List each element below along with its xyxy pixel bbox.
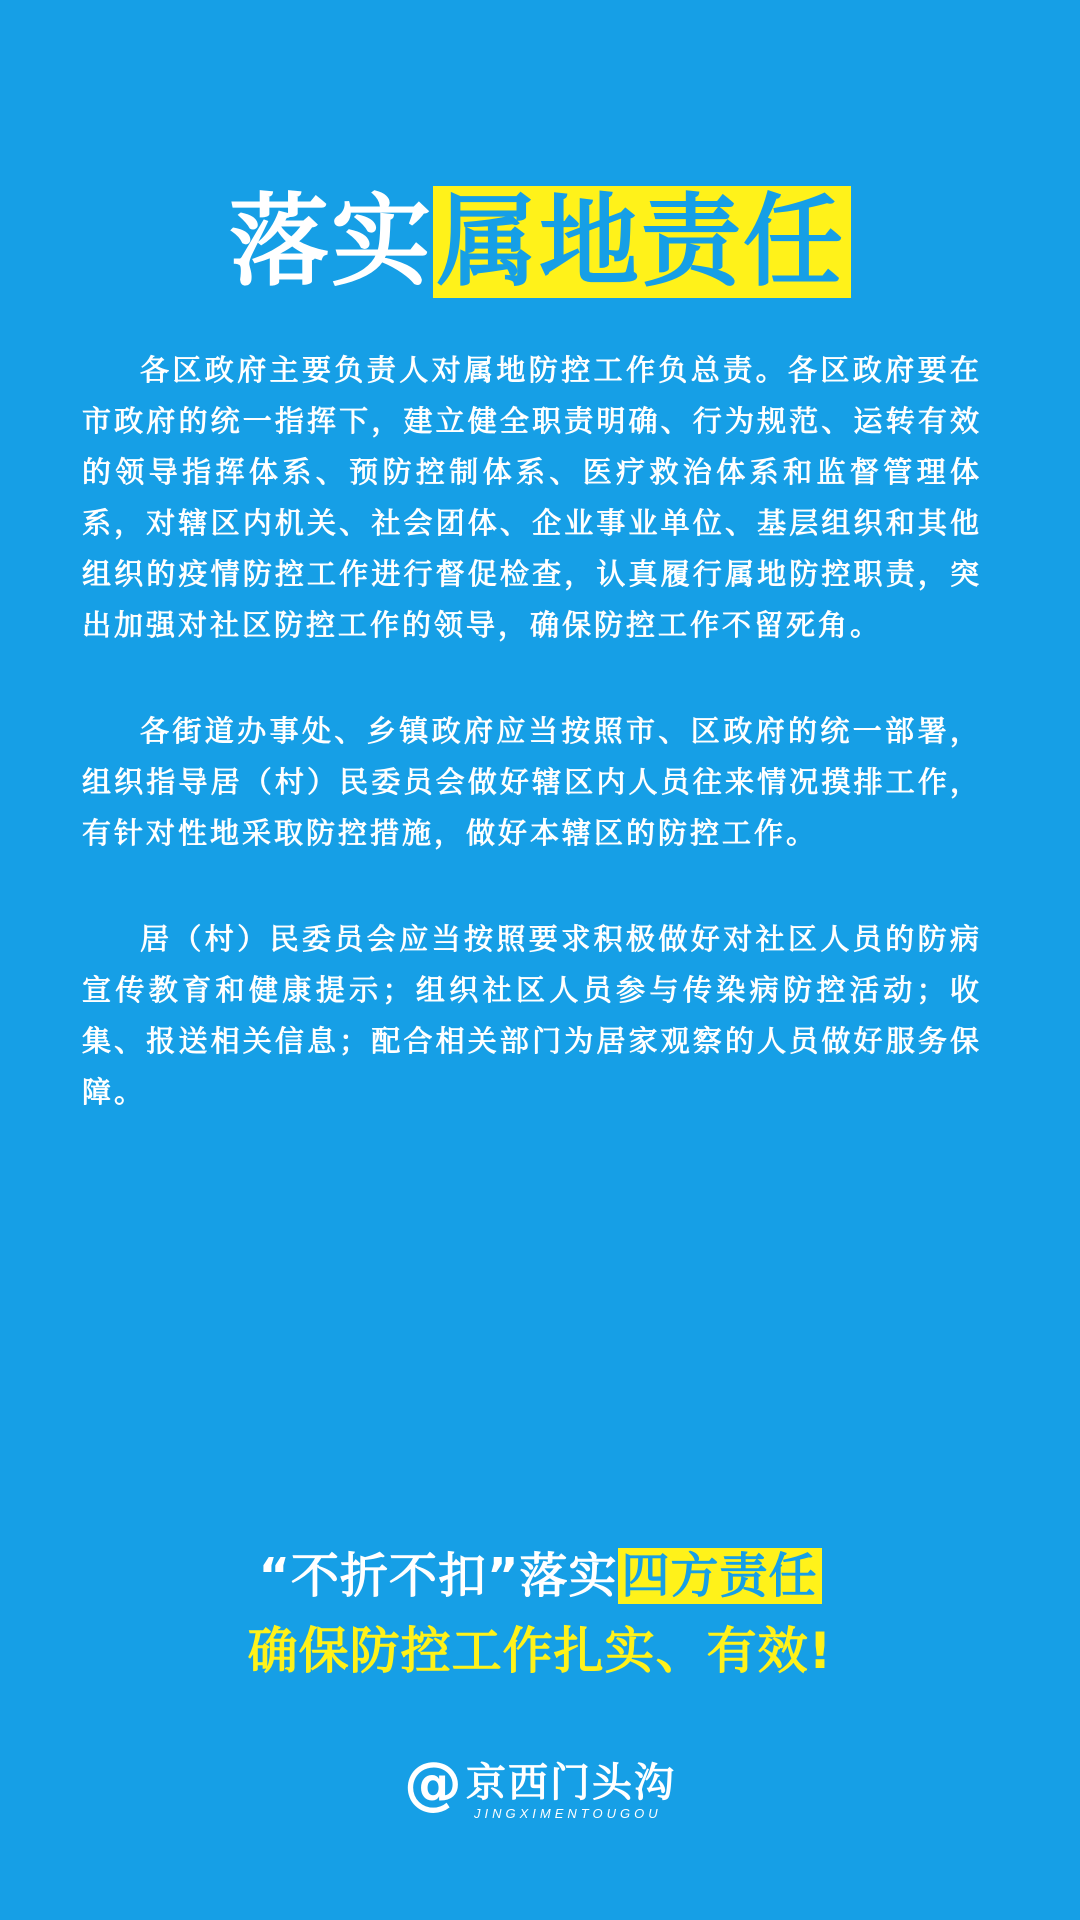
logo-pinyin: JINGXIMENTOUGOU (474, 1806, 662, 1821)
slogan-line-1 (0, 1544, 1080, 1608)
slogan-line-2: 确保防控工作扎实、有效! (247, 1622, 833, 1680)
paragraph-3: 居（村）民委员会应当按照要求积极做好对社区人员的防病宣传教育和健康提示；组织社区人员参与传染病防控活动；收集、报送相关信息；配合相关部门为居家观察的人员做好服务保障。 (82, 922, 982, 1109)
paragraph-1: 各区政府主要负责人对属地防控工作负总责。各区政府要在市政府的统一指挥下，建立健全职责明确、行为规范、运转有效的领导指挥体系、预防控制体系、医疗救治体系和监督管理体系，对辖区内机关、社会团体、企业事业单位、基层组织和其他组织的疫情防控工作进行督促检查，认真履行属地防控职责，突出加强对社区防控工作的领导，确保防控工作不留死角。 (82, 353, 982, 642)
at-icon: @ (404, 1749, 462, 1817)
article-body (82, 345, 982, 1173)
slogan-plain: “不折不扣”落实 (258, 1548, 618, 1604)
brand-logo (0, 1749, 1080, 1822)
slogan-highlight: 四方责任 (618, 1548, 822, 1604)
title-plain: 落实 (229, 183, 433, 300)
page-title (0, 182, 1080, 302)
logo-name: 京西门头沟 (466, 1760, 676, 1806)
title-highlight: 属地责任 (433, 186, 851, 298)
paragraph-2: 各街道办事处、乡镇政府应当按照市、区政府的统一部署，组织指导居（村）民委员会做好辖区内人员往来情况摸排工作，有针对性地采取防控措施，做好本辖区的防控工作。 (82, 714, 982, 850)
